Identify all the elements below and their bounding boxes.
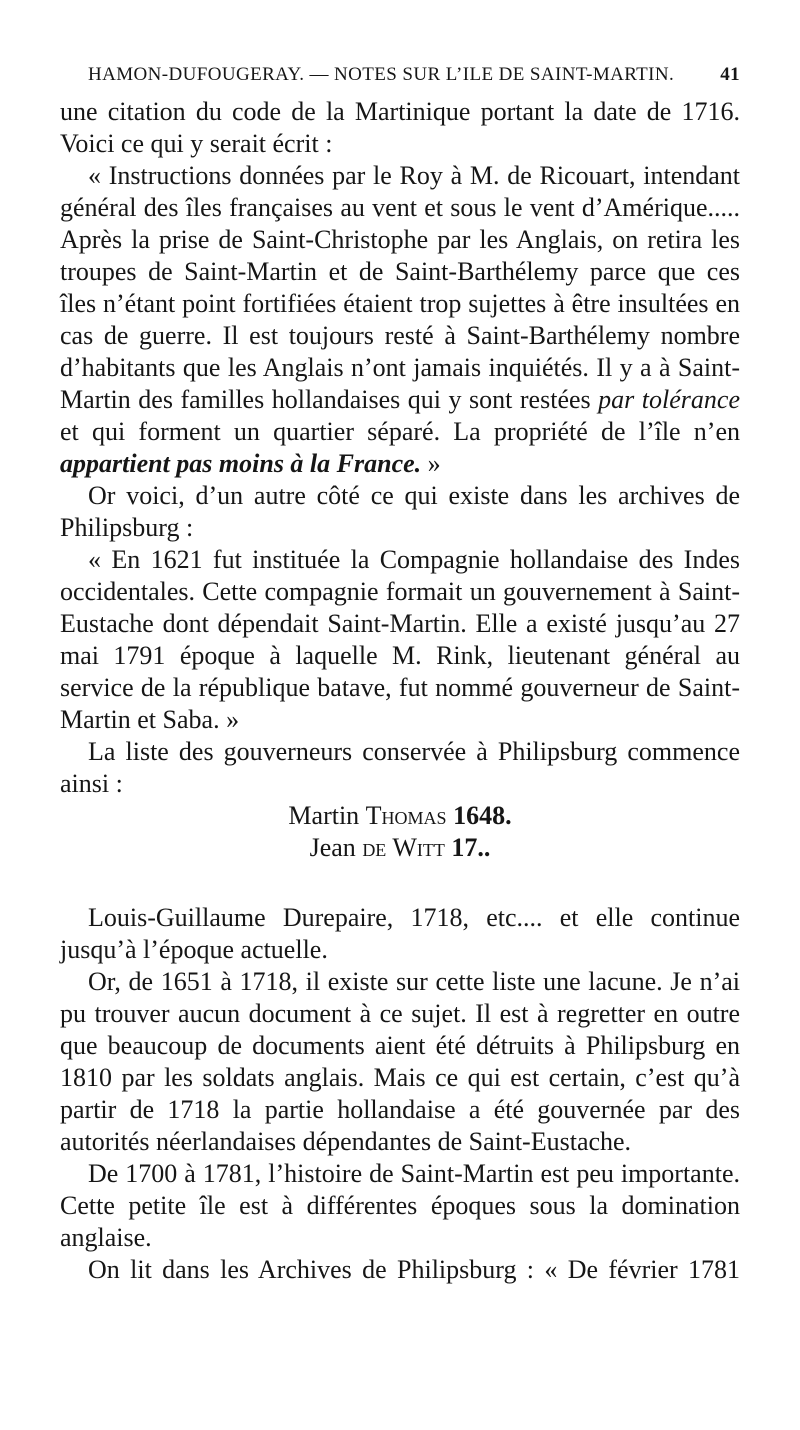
governor-last-name: Witt <box>386 833 445 862</box>
governor-particle: de <box>362 833 387 862</box>
italic-phrase-tolerance: par tolérance <box>598 385 740 414</box>
paragraph-lacune: Or, de 1651 à 1718, il existe sur cette liste une lacune. Je n’ai pu trouver aucun document à ce sujet. Il est à regretter en outre que beaucoup de documents aient été détruits à Philipsburg en 1810 par les soldats anglais. Mais ce qui est certain, c’est qu’à partir de 1718 la partie hollandaise a été gouvernée par des autorités néerlandaises dépendantes de Saint-Eustache. <box>60 967 740 1156</box>
paragraph-instructions-quote <box>60 160 740 480</box>
governor-year: 17.. <box>444 833 491 862</box>
paragraph-durepaire: Louis-Guillaume Durepaire, 1718, etc.... et elle continue jusqu’à l’époque actuelle. <box>60 903 740 964</box>
paragraph-citation-intro: une citation du code de la Martinique portant la date de 1716. Voici ce qui y serait écrit : <box>60 97 740 158</box>
quote-close: » <box>421 449 441 478</box>
governor-first-name: Jean <box>309 833 363 862</box>
governor-year: 1648. <box>446 801 512 830</box>
paragraph-archives-fevrier: On lit dans les Archives de Philipsburg : « De février 1781 <box>88 1255 740 1284</box>
bold-italic-phrase-france: appartient pas moins à la France. <box>60 449 422 478</box>
governor-first-name: Martin <box>288 801 366 830</box>
paragraph-compagnie-quote: « En 1621 fut instituée la Compagnie hollandaise des Indes occidentales. Cette compagnie formait un gouvernement à Saint-Eustache dont dépendait Saint-Martin. Elle a existé jusqu’au 27 mai 1791 époque à laquelle M. Rink, lieutenant général au service de la république batave, fut nommé gouverneur de Saint-Martin et Saba. » <box>60 545 740 734</box>
page-number: 41 <box>720 64 740 85</box>
governor-entry-witt <box>60 832 740 864</box>
governor-entry-thomas <box>60 800 740 832</box>
paragraph-histoire: De 1700 à 1781, l’histoire de Saint-Martin est peu importante. Cette petite île est à différentes époques sous la domination anglaise. <box>60 1159 740 1252</box>
paragraph-archives-intro: Or voici, d’un autre côté ce qui existe dans les archives de Philipsburg : <box>60 481 740 542</box>
quote-text-continued: et qui forment un quartier séparé. La propriété de l’île n’en <box>60 417 740 446</box>
page-body <box>60 96 740 1286</box>
quote-text: « Instructions données par le Roy à M. de Ricouart, intendant général des îles françaises au vent et sous le vent d’Amérique..... Après la prise de Saint-Christophe par les Anglais, on retira les troupes de Saint-Martin et de Saint-Barthélemy parce que ces îles n’étant point fortifiées étaient trop sujettes à être insultées en cas de guerre. Il est toujours resté à Saint-Barthélemy nombre d’habitants que les Anglais n’ont jamais inquiétés. Il y a à Saint-Martin des familles hollandaises qui y sont restées <box>60 161 740 414</box>
paragraph-governors-list-intro: La liste des gouverneurs conservée à Philipsburg commence ainsi : <box>60 737 740 798</box>
running-title: HAMON-DUFOUGERAY. — NOTES SUR L’ILE DE SAINT-MARTIN. <box>88 64 675 85</box>
governor-last-name: Thomas <box>365 801 447 830</box>
